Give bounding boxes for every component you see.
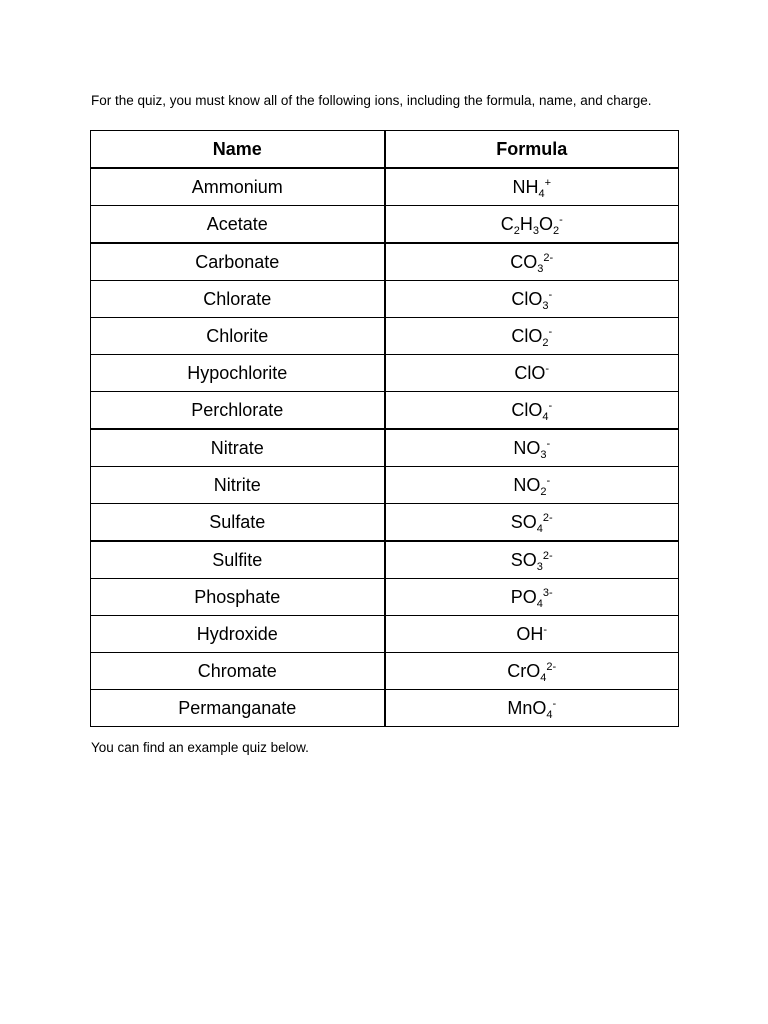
formula-charge: - <box>552 698 557 710</box>
formula-symbol: O <box>538 214 553 234</box>
formula-subscript: 4 <box>536 523 543 535</box>
ion-formula-cell <box>385 392 679 430</box>
formula-symbol: CrO <box>507 661 541 681</box>
table-row <box>91 392 679 430</box>
ion-name-cell: Sulfite <box>91 541 385 579</box>
ion-name-cell: Acetate <box>91 206 385 244</box>
formula-subscript: 4 <box>536 598 543 610</box>
formula-subscript: 3 <box>532 225 539 237</box>
column-header-name: Name <box>91 131 385 169</box>
ion-formula-cell <box>385 318 679 355</box>
formula-subscript: 3 <box>537 263 544 275</box>
formula-charge: - <box>548 400 553 412</box>
table-row <box>91 616 679 653</box>
formula-charge: - <box>546 475 551 487</box>
formula-subscript: 3 <box>542 300 549 312</box>
table-row <box>91 318 679 355</box>
ion-table-body <box>91 168 679 727</box>
ion-formula-cell <box>385 616 679 653</box>
formula-subscript: 3 <box>540 449 547 461</box>
column-header-formula: Formula <box>385 131 679 169</box>
table-row <box>91 467 679 504</box>
ion-name-cell: Ammonium <box>91 168 385 206</box>
ion-name-cell: Sulfate <box>91 504 385 542</box>
ion-formula-cell <box>385 355 679 392</box>
ion-formula-cell <box>385 467 679 504</box>
formula-charge: - <box>545 363 550 375</box>
table-row <box>91 504 679 542</box>
formula-subscript: 2 <box>542 337 549 349</box>
formula-symbol: NO <box>513 475 541 495</box>
formula-charge: 2- <box>543 252 554 264</box>
formula-charge: + <box>544 177 552 189</box>
formula-charge: 2- <box>542 512 553 524</box>
formula-symbol: C <box>500 214 514 234</box>
formula-subscript: 4 <box>546 709 553 721</box>
ion-formula-cell <box>385 579 679 616</box>
outro-paragraph: You can find an example quiz below. <box>91 740 309 755</box>
formula-subscript: 2 <box>552 225 560 237</box>
formula-subscript: 2 <box>513 225 520 237</box>
ion-name-cell: Nitrite <box>91 467 385 504</box>
formula-symbol: NO <box>513 438 541 458</box>
table-header-row <box>91 131 679 169</box>
formula-charge: 2- <box>542 550 553 562</box>
formula-symbol: H <box>519 214 533 234</box>
ion-formula-cell <box>385 243 679 281</box>
formula-charge: - <box>548 289 553 301</box>
table-row <box>91 281 679 318</box>
ion-formula-cell <box>385 429 679 467</box>
formula-symbol: SO <box>510 512 537 532</box>
ion-formula-cell <box>385 168 679 206</box>
formula-charge: - <box>559 214 563 226</box>
formula-charge: 2- <box>546 661 557 673</box>
ion-name-cell: Carbonate <box>91 243 385 281</box>
formula-symbol: ClO <box>511 289 543 309</box>
formula-subscript: 2 <box>540 486 547 498</box>
ion-name-cell: Chlorite <box>91 318 385 355</box>
formula-symbol: SO <box>510 550 537 570</box>
ion-name-cell: Hypochlorite <box>91 355 385 392</box>
ion-formula-cell <box>385 690 679 727</box>
ion-formula-cell <box>385 206 679 244</box>
formula-subscript: 4 <box>542 411 549 423</box>
formula-subscript: 4 <box>538 188 545 200</box>
ion-name-cell: Phosphate <box>91 579 385 616</box>
formula-subscript: 3 <box>536 561 543 573</box>
table-row <box>91 653 679 690</box>
ion-formula-cell <box>385 541 679 579</box>
formula-symbol: ClO <box>511 400 543 420</box>
formula-symbol: PO <box>510 587 537 607</box>
ion-name-cell: Nitrate <box>91 429 385 467</box>
formula-symbol: NH <box>512 177 539 197</box>
formula-charge: - <box>546 438 551 450</box>
table-row <box>91 355 679 392</box>
table-row <box>91 690 679 727</box>
table-row <box>91 206 679 244</box>
ion-formula-cell <box>385 504 679 542</box>
ion-name-cell: Chromate <box>91 653 385 690</box>
ion-name-cell: Hydroxide <box>91 616 385 653</box>
table-row <box>91 243 679 281</box>
table-row <box>91 579 679 616</box>
ion-name-cell: Perchlorate <box>91 392 385 430</box>
formula-symbol: CO <box>510 252 538 272</box>
table-row <box>91 541 679 579</box>
intro-paragraph: For the quiz, you must know all of the following ions, including the formula, name, and charge. <box>91 93 652 108</box>
ion-formula-cell <box>385 281 679 318</box>
table-row <box>91 429 679 467</box>
formula-charge: - <box>548 326 553 338</box>
formula-charge: - <box>543 624 548 636</box>
formula-symbol: MnO <box>507 698 547 718</box>
ion-name-cell: Permanganate <box>91 690 385 727</box>
table-row <box>91 168 679 206</box>
ion-name-cell: Chlorate <box>91 281 385 318</box>
formula-charge: 3- <box>542 587 553 599</box>
formula-symbol: ClO <box>511 326 543 346</box>
formula-symbol: OH <box>516 624 544 644</box>
ion-formula-cell <box>385 653 679 690</box>
ion-table <box>90 130 679 727</box>
formula-subscript: 4 <box>540 672 547 684</box>
formula-symbol: ClO <box>514 363 546 383</box>
